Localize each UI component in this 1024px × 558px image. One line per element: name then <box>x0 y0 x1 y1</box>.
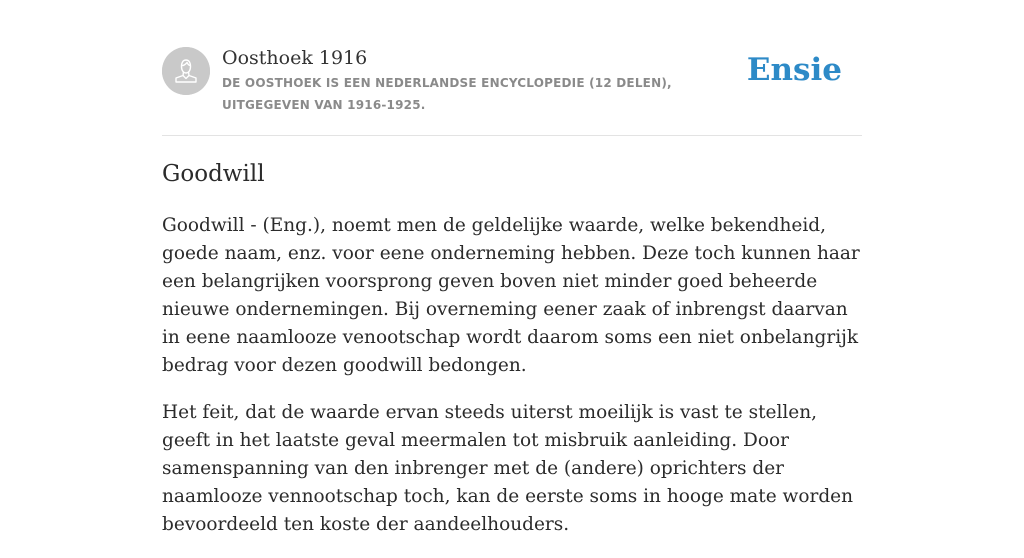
article-paragraph: Goodwill - (Eng.), noemt men de geldelijke waarde, welke bekendheid, goede naam, enz. voor eene onderneming hebben. Deze toch kunnen haar een belangrijken voorsprong geven boven niet minder goed beheerde nieuwe ondernemingen. Bij overneming eener zaak of inbrengst daarvan in eene naamlooze venootschap wordt daarom soms een niet onbelangrijk bedrag voor dezen goodwill bedongen. <box>162 215 860 376</box>
source-description: DE OOSTHOEK IS EEN NEDERLANDSE ENCYCLOPEDIE (12 DELEN), UITGEGEVEN VAN 1916-1925. <box>222 76 672 112</box>
article-title: Goodwill <box>162 161 265 187</box>
source-title[interactable]: Oosthoek 1916 <box>222 47 368 69</box>
user-avatar-icon[interactable] <box>162 47 210 95</box>
header-divider <box>162 135 862 136</box>
article-paragraph: Het feit, dat de waarde ervan steeds uiterst moeilijk is vast te stellen, geeft in het laatste geval meermalen tot misbruik aanleiding. Door samenspanning van den inbrenger met de (andere) oprichters der naamlooze vennootschap toch, kan de eerste soms in hooge mate worden bevoordeeld ten koste der aandeelhouders. <box>162 402 854 535</box>
brand-logo[interactable]: Ensie <box>746 52 842 88</box>
source-header <box>162 46 862 116</box>
article-body <box>162 212 864 558</box>
